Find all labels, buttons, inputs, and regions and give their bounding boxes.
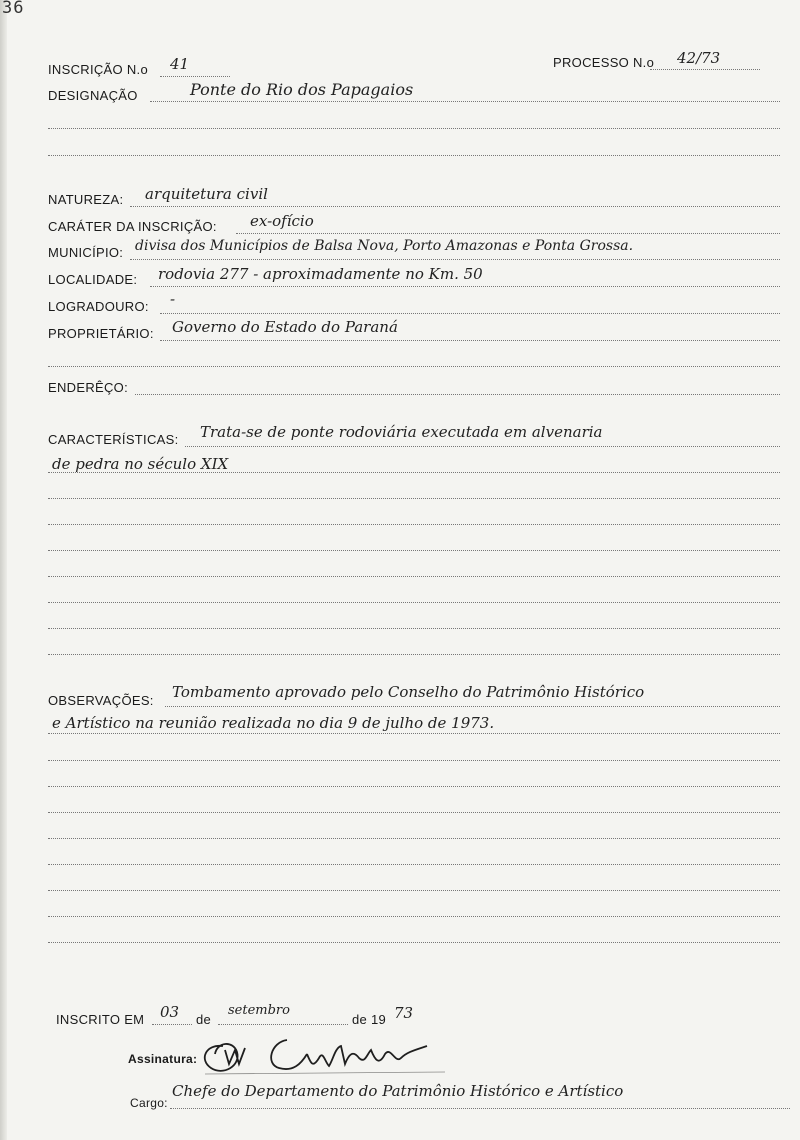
localidade-value: rodovia 277 - aproximadamente no Km. 50	[158, 265, 483, 283]
natureza-label: NATUREZA:	[48, 192, 124, 207]
proprietario-value: Governo do Estado do Paraná	[172, 318, 398, 336]
processo-value: 42/73	[677, 49, 721, 67]
observacoes-rule-8	[48, 890, 780, 891]
caracteristicas-rule-1	[185, 446, 780, 447]
logradouro-label: LOGRADOURO:	[48, 299, 149, 314]
inscrito-dia-line	[152, 1024, 192, 1025]
observacoes-line-1: Tombamento aprovado pelo Conselho do Patrimônio Histórico	[172, 683, 645, 701]
designacao-value: Ponte do Rio dos Papagaios	[190, 80, 414, 99]
caracteristicas-rule-6	[48, 576, 780, 577]
designacao-label: DESIGNAÇÃO	[48, 88, 138, 103]
localidade-line	[150, 286, 780, 287]
inscrito-mes: setembro	[228, 1003, 290, 1018]
assinatura-label: Assinatura:	[128, 1052, 198, 1066]
signature	[195, 1024, 455, 1080]
observacoes-rule-3	[48, 760, 780, 761]
localidade-label: LOCALIDADE:	[48, 272, 138, 287]
observacoes-rule-10	[48, 942, 780, 943]
inscricao-label: INSCRIÇÃO N.o	[48, 62, 148, 77]
carater-value: ex-ofício	[250, 212, 314, 230]
observacoes-rule-9	[48, 916, 780, 917]
inscrito-ano: 73	[394, 1004, 414, 1022]
caracteristicas-rule-8	[48, 628, 780, 629]
observacoes-rule-7	[48, 864, 780, 865]
caracteristicas-rule-7	[48, 602, 780, 603]
inscrito-de-1: de	[196, 1012, 212, 1027]
observacoes-rule-6	[48, 838, 780, 839]
proprietario-label: PROPRIETÁRIO:	[48, 326, 154, 341]
natureza-value: arquitetura civil	[145, 185, 268, 203]
carater-line	[236, 233, 780, 234]
endereco-line	[135, 394, 780, 395]
carater-label: CARÁTER DA INSCRIÇÃO:	[48, 219, 217, 234]
inscrito-de-2: de 19	[352, 1012, 387, 1027]
caracteristicas-rule-5	[48, 550, 780, 551]
logradouro-value: -	[170, 290, 176, 308]
municipio-value: divisa dos Municípios de Balsa Nova, Porto Amazonas e Ponta Grossa.	[135, 238, 634, 254]
designacao-line-3	[48, 155, 780, 156]
endereco-label: ENDERÊÇO:	[48, 380, 128, 395]
caracteristicas-rule-3	[48, 498, 780, 499]
caracteristicas-rule-4	[48, 524, 780, 525]
caracteristicas-line-2: de pedra no século XIX	[52, 455, 229, 473]
observacoes-label: OBSERVAÇÕES:	[48, 693, 154, 708]
designacao-line-2	[48, 128, 780, 129]
municipio-line	[130, 259, 780, 260]
page-binding-edge	[0, 0, 7, 1140]
observacoes-line-2: e Artístico na reunião realizada no dia 9 de julho de 1973.	[52, 714, 495, 732]
caracteristicas-rule-2	[48, 472, 780, 473]
designacao-line-1	[150, 101, 780, 102]
page-number: 36	[2, 0, 25, 18]
cargo-value: Chefe do Departamento do Patrimônio Histórico e Artístico	[172, 1082, 624, 1100]
natureza-line	[130, 206, 780, 207]
proprietario-line-2	[48, 366, 780, 367]
caracteristicas-label: CARACTERÍSTICAS:	[48, 432, 179, 447]
caracteristicas-rule-9	[48, 654, 780, 655]
inscricao-line	[160, 76, 230, 77]
inscrito-label: INSCRITO EM	[56, 1012, 145, 1027]
observacoes-rule-5	[48, 812, 780, 813]
caracteristicas-line-1: Trata-se de ponte rodoviária executada em alvenaria	[200, 423, 603, 441]
observacoes-rule-1	[165, 706, 780, 707]
proprietario-line	[160, 340, 780, 341]
logradouro-line	[160, 313, 780, 314]
cargo-label: Cargo:	[130, 1096, 168, 1110]
inscrito-dia: 03	[160, 1003, 180, 1021]
inscricao-value: 41	[170, 55, 190, 73]
processo-label: PROCESSO N.o	[553, 55, 655, 70]
municipio-label: MUNICÍPIO:	[48, 245, 124, 260]
cargo-line	[170, 1108, 790, 1109]
observacoes-rule-2	[48, 733, 780, 734]
observacoes-rule-4	[48, 786, 780, 787]
processo-line	[650, 69, 760, 70]
